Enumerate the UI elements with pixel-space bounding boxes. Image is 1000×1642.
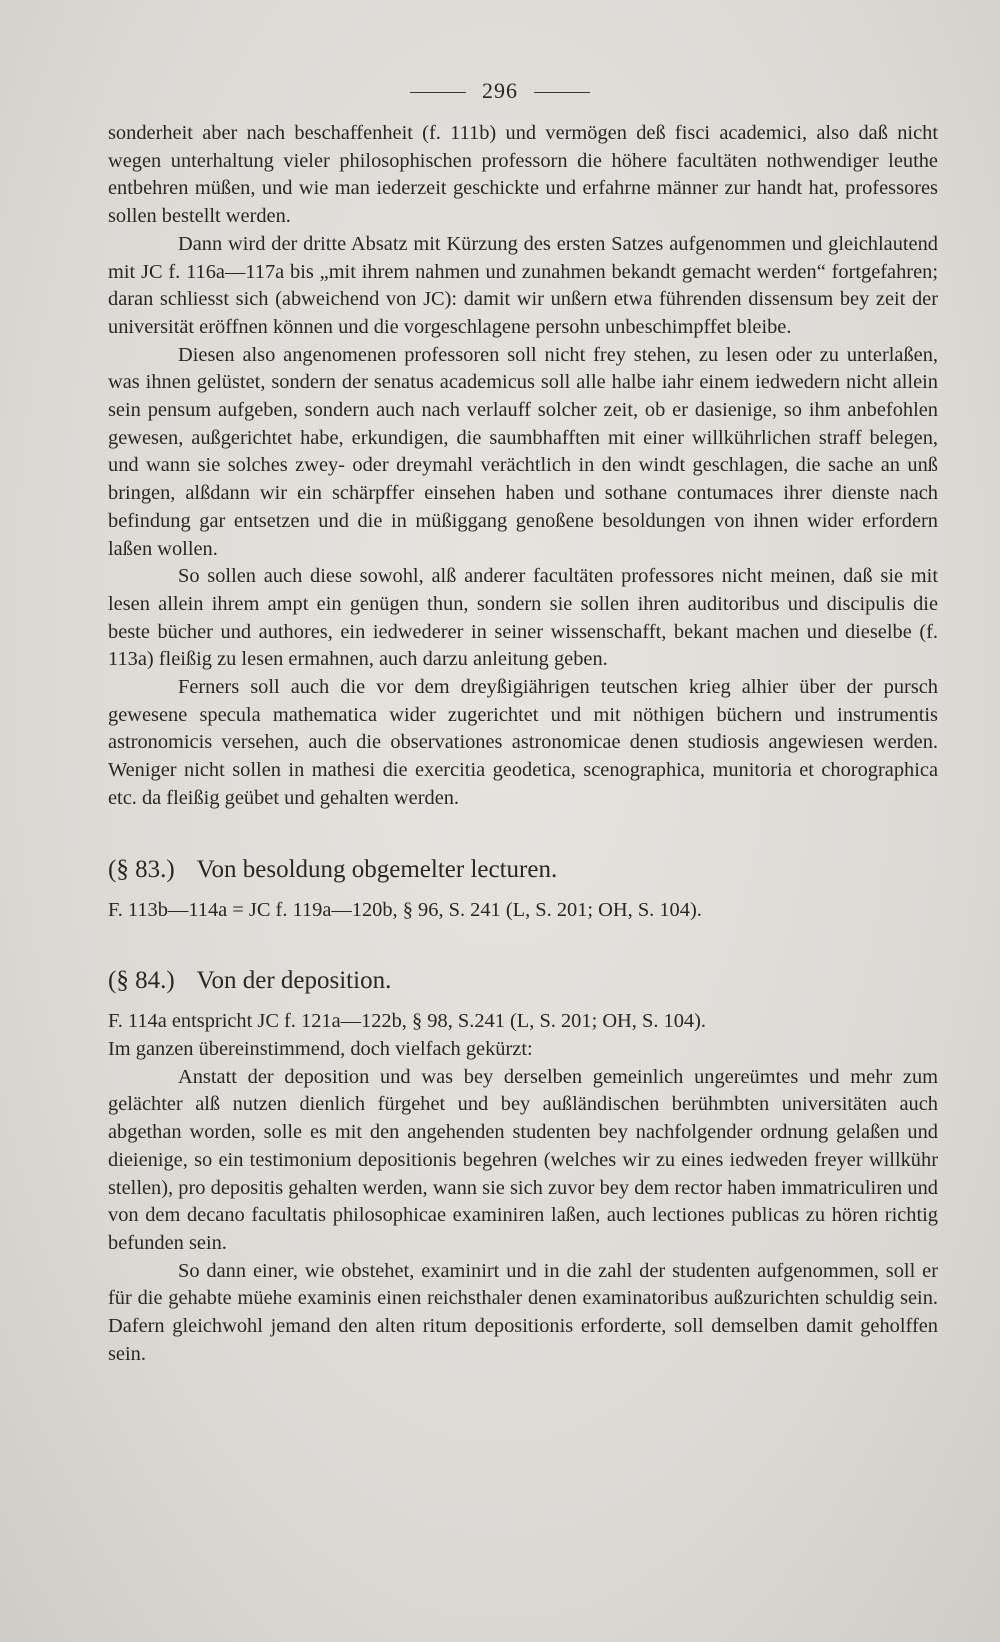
page-header xyxy=(0,78,1000,104)
section-title: Von besoldung obgemelter lecturen. xyxy=(196,855,558,883)
section-title: Von der deposition. xyxy=(196,967,392,995)
source-reference: F. 114a entspricht JC f. 121a—122b, § 98, S.241 (L, S. 201; OH, S. 104). xyxy=(108,1010,706,1033)
header-rule-right xyxy=(534,92,590,93)
source-reference: F. 113b—114a = JC f. 119a—120b, § 96, S. 241 (L, S. 201; OH, S. 104). xyxy=(108,898,702,921)
paragraph: So dann einer, wie obstehet, examinirt und in die zahl der studenten aufgenommen, soll er für die gehabte müehe examinis einen reichsthaler denen examinatoribus außzurichten schuldig sein. Dafern gleichwohl jemand den alten ritum depositionis erforderte, soll demselben damit geholffen sein. xyxy=(108,1259,938,1365)
paragraph: So sollen auch diese sowohl, alß anderer facultäten professores nicht meinen, daß sie mit lesen allein ihrem ampt ein genügen thun, sondern sie sollen ihren auditoribus und discipulis die beste bücher und authores, ein iedwederer in seiner wissenschafft, bekant machen und dieselbe (f. 113a) fleißig zu lesen ermahnen, auch darzu anleitung geben. xyxy=(108,565,938,671)
section-heading-84 xyxy=(108,966,938,996)
paragraph: Diesen also angenomenen professoren soll nicht frey stehen, zu lesen oder zu unterlaßen, was ihnen gelüstet, sondern der senatus academicus soll alle halbe iahr einem iedwedern nicht allein sein pensum aufgeben, sondern auch nach verlauff solcher zeit, ob er dasienige, so ihm anbefohlen gewesen, außgerichtet habe, erkundigen, die saumbhafften mit einer willkührlichen straff belegen, und wann sie solches zwey- oder dreymahl verächtlich in den windt geschlagen, die sache an unß bringen, alßdann wir ein schärpffer einsehen haben und sothane contumaces ihrer dienste nach befindung gar entsetzen und die in müßiggang genoßene besoldungen von ihnen wider erfordern laßen wollen. xyxy=(108,343,938,560)
paragraph: Anstatt der deposition und was bey derselben gemeinlich ungereümtes und mehr zum gelächter alß nutzen dienlich fürgehet und bey außländischen berühmbten universitäten auch abgethan worden, solle es mit den angehenden studenten bey nachfolgender ordnung gelaßen und dieienige, so ein testimonium depositionis begehren (welches wir zu eines iedweden freyer willkühr stellen), pro depositis gehalten werden, wann sie sich zuvor bey dem rector haben immatriculiren und von dem decano facultatis philosophicae examiniren laßen, auch lectiones publicas zu hören richtig befunden sein. xyxy=(108,1065,938,1254)
paragraph-continuation: sonderheit aber nach beschaffenheit (f. 111b) und vermögen deß fisci academici, also daß nicht wegen unterhaltung vieler philosophischen professorn die höhere facultäten nothwendiger leuthe entbehren müßen, und wie man iederzeit geschickte und erfahrne männer zur handt hat, professores sollen bestellt werden. xyxy=(108,122,938,228)
section-heading-83 xyxy=(108,855,938,885)
page-number: 296 xyxy=(482,78,518,103)
section-number: (§ 83.) xyxy=(108,855,175,883)
paragraph: Dann wird der dritte Absatz mit Kürzung des ersten Satzes aufgenommen und gleichlautend mit JC f. 116a—117a bis „mit ihrem nahmen und zunahmen bekandt gemacht werden“ fortgefahren; daran schliesst sich (abweichend von JC): damit wir unßern etwa führenden dissensum bey zeit der universität eröffnen können und die vorgeschlagene persohn unbeschimpffet bleibe. xyxy=(108,232,938,338)
page-body xyxy=(108,120,938,1368)
paragraph: Ferners soll auch die vor dem dreyßigiährigen teutschen krieg alhier über der pursch gewesene specula mathematica wider zugerichtet und mit nöthigen büchern und instrumentis astronomicis versehen, auch die observationes astronomicae denen studiosis angewiesen werden. Weniger nicht sollen in mathesi die exercitia geodetica, scenographica, munitoria et chorographica etc. da fleißig geübet und gehalten werden. xyxy=(108,676,938,809)
header-rule-left xyxy=(410,92,466,93)
editorial-note: Im ganzen übereinstimmend, doch vielfach gekürzt: xyxy=(108,1037,533,1060)
section-number: (§ 84.) xyxy=(108,967,175,995)
